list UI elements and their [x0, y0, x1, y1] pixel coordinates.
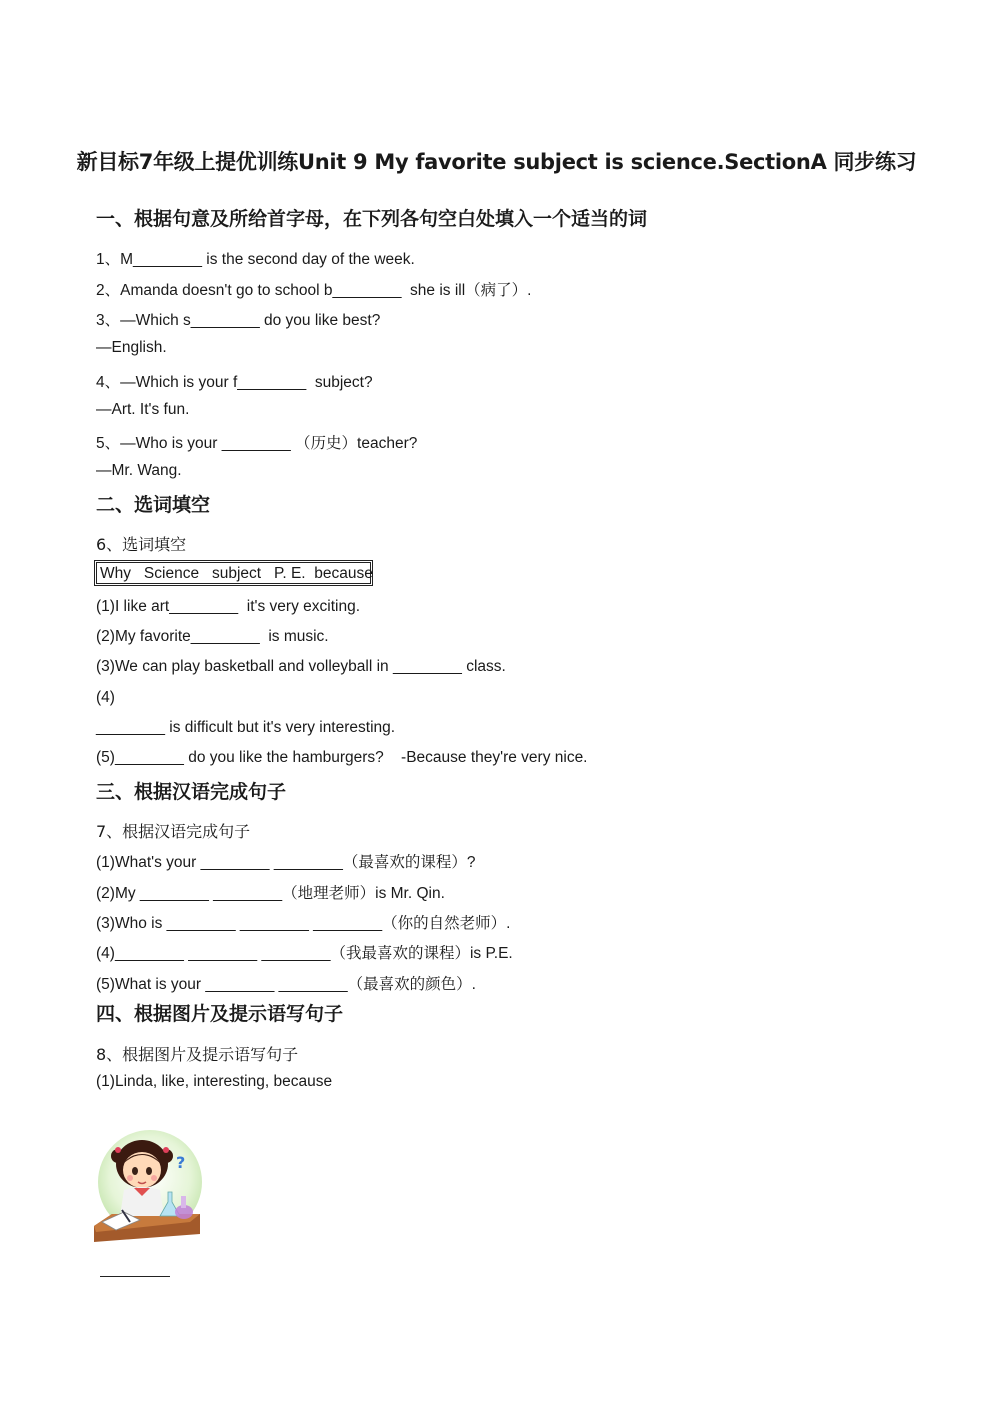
question-line: 1、M________ is the second day of the week.	[96, 251, 415, 268]
question-line: (1)What's your ________ ________（最喜欢的课程）?	[96, 854, 476, 871]
question-line: 4、—Which is your f________ subject?	[96, 374, 373, 391]
question-line: (5)________ do you like the hamburgers? -Because they're very nice.	[96, 749, 588, 766]
question-line: (2)My ________ ________（地理老师）is Mr. Qin.	[96, 885, 445, 902]
question-heading: 7、根据汉语完成句子	[96, 822, 251, 841]
section-heading-1: 一、根据句意及所给首字母，在下列各句空白处填入一个适当的词	[96, 208, 648, 230]
question-line: (4)________ ________ ________（我最喜欢的课程）is P.E.	[96, 945, 513, 962]
question-heading: 6、选词填空	[96, 535, 187, 554]
question-line: (5)What is your ________ ________（最喜欢的颜色）.	[96, 976, 476, 993]
question-heading: 8、根据图片及提示语写句子	[96, 1045, 299, 1064]
answer-line: —Mr. Wang.	[96, 462, 182, 479]
page-title: 新目标7年级上提优训练Unit 9 My favorite subject is science.SectionA 同步练习	[76, 150, 917, 174]
section-heading-2: 二、选词填空	[96, 494, 211, 516]
question-line: 2、Amanda doesn't go to school b________ she is ill（病了）.	[96, 282, 532, 299]
section-heading-4: 四、根据图片及提示语写句子	[96, 1003, 344, 1025]
girl-science-illustration	[94, 1130, 204, 1244]
question-line: (4)	[96, 689, 115, 706]
question-line: (1)Linda, like, interesting, because	[96, 1073, 333, 1090]
word-bank-box: Why Science subject P. E. because	[94, 560, 373, 586]
answer-line: —English.	[96, 339, 167, 356]
svg-text:?: ?	[176, 1153, 186, 1172]
question-line: 3、—Which s________ do you like best?	[96, 312, 381, 329]
answer-blank	[100, 1276, 170, 1277]
question-line: (3)We can play basketball and volleyball in ________ class.	[96, 658, 506, 675]
answer-line: —Art. It's fun.	[96, 401, 190, 418]
question-line: ________ is difficult but it's very interesting.	[96, 719, 396, 736]
section-heading-3: 三、根据汉语完成句子	[96, 781, 287, 803]
question-line: 5、—Who is your ________ （历史）teacher?	[96, 435, 418, 452]
question-line: (1)I like art________ it's very exciting.	[96, 598, 360, 615]
question-line: (3)Who is ________ ________ ________（你的自然老师）.	[96, 915, 511, 932]
question-line: (2)My favorite________ is music.	[96, 628, 329, 645]
